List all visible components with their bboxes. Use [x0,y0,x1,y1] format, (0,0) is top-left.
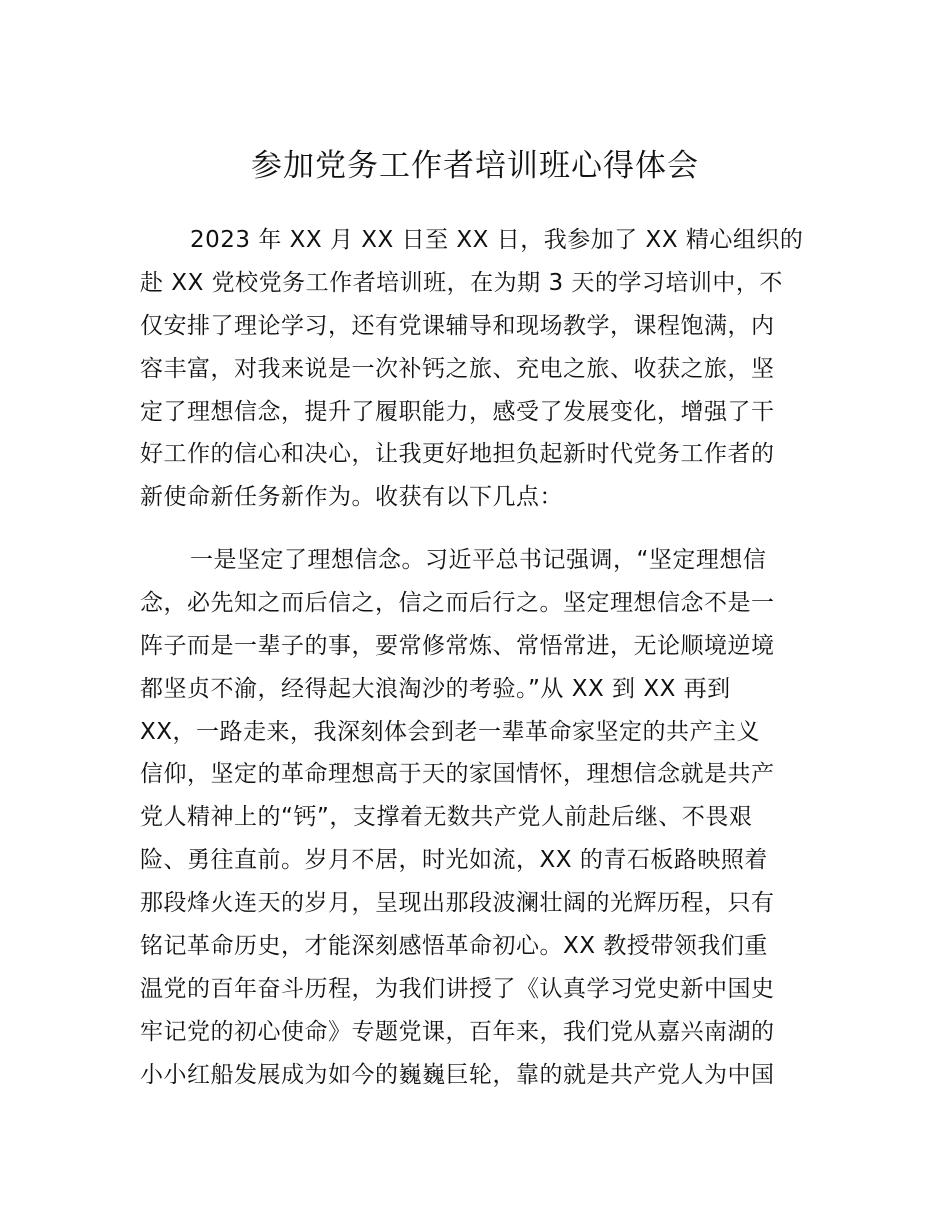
paragraph-line: 险、勇往直前。岁月不居，时光如流，XX 的青石板路映照着 [140,847,768,874]
paragraph-line: 那段烽火连天的岁月，呈现出那段波澜壮阔的光辉历程，只有 [140,890,775,917]
paragraph-line: 温党的百年奋斗历程，为我们讲授了《认真学习党史新中国史 [140,975,775,1002]
paragraph-intro [140,219,820,519]
paragraph-line: 信仰，坚定的革命理想高于天的家国情怀，理想信念就是共产 [140,761,775,788]
paragraph-line: 2023 年 XX 月 XX 日至 XX 日，我参加了 XX 精心组织的 [190,227,804,253]
paragraph-line: 定了理想信念，提升了履职能力，感受了发展变化，增强了干 [140,398,775,425]
document-title: 参加党务工作者培训班心得体会 [251,148,699,184]
paragraph-line: 牢记党的初心使命》专题党课，百年来，我们党从嘉兴南湖的 [140,1018,775,1045]
paragraph-line: 容丰富，对我来说是一次补钙之旅、充电之旅、收获之旅，坚 [140,355,775,382]
paragraph-line: 都坚贞不渝，经得起大浪淘沙的考验。”从 XX 到 XX 再到 [140,675,731,702]
paragraph-line: XX，一路走来，我深刻体会到老一辈革命家坚定的共产主义 [140,718,761,745]
paragraph-line: 念，必先知之而后信之，信之而后行之。坚定理想信念不是一 [140,589,775,616]
paragraph-line: 新使命新任务新作为。收获有以下几点： [140,484,563,511]
paragraph-line: 小小红船发展成为如今的巍巍巨轮，靠的就是共产党人为中国 [140,1061,775,1088]
paragraph-line: 党人精神上的“钙”，支撑着无数共产党人前赴后继、不畏艰 [140,804,753,831]
paragraph-line: 一是坚定了理想信念。习近平总书记强调，“坚定理想信 [190,547,767,573]
paragraph-line: 仅安排了理论学习，还有党课辅导和现场教学，课程饱满，内 [140,312,775,339]
paragraph-line: 赴 XX 党校党务工作者培训班，在为期 3 天的学习培训中，不 [140,269,783,296]
paragraph-line: 好工作的信心和决心，让我更好地担负起新时代党务工作者的 [140,441,775,468]
paragraph-line: 阵子而是一辈子的事，要常修常炼、常悟常进，无论顺境逆境 [140,632,775,659]
paragraph-line: 铭记革命历史，才能深刻感悟革命初心。XX 教授带领我们重 [140,933,768,960]
paragraph-point-one [140,539,820,1097]
